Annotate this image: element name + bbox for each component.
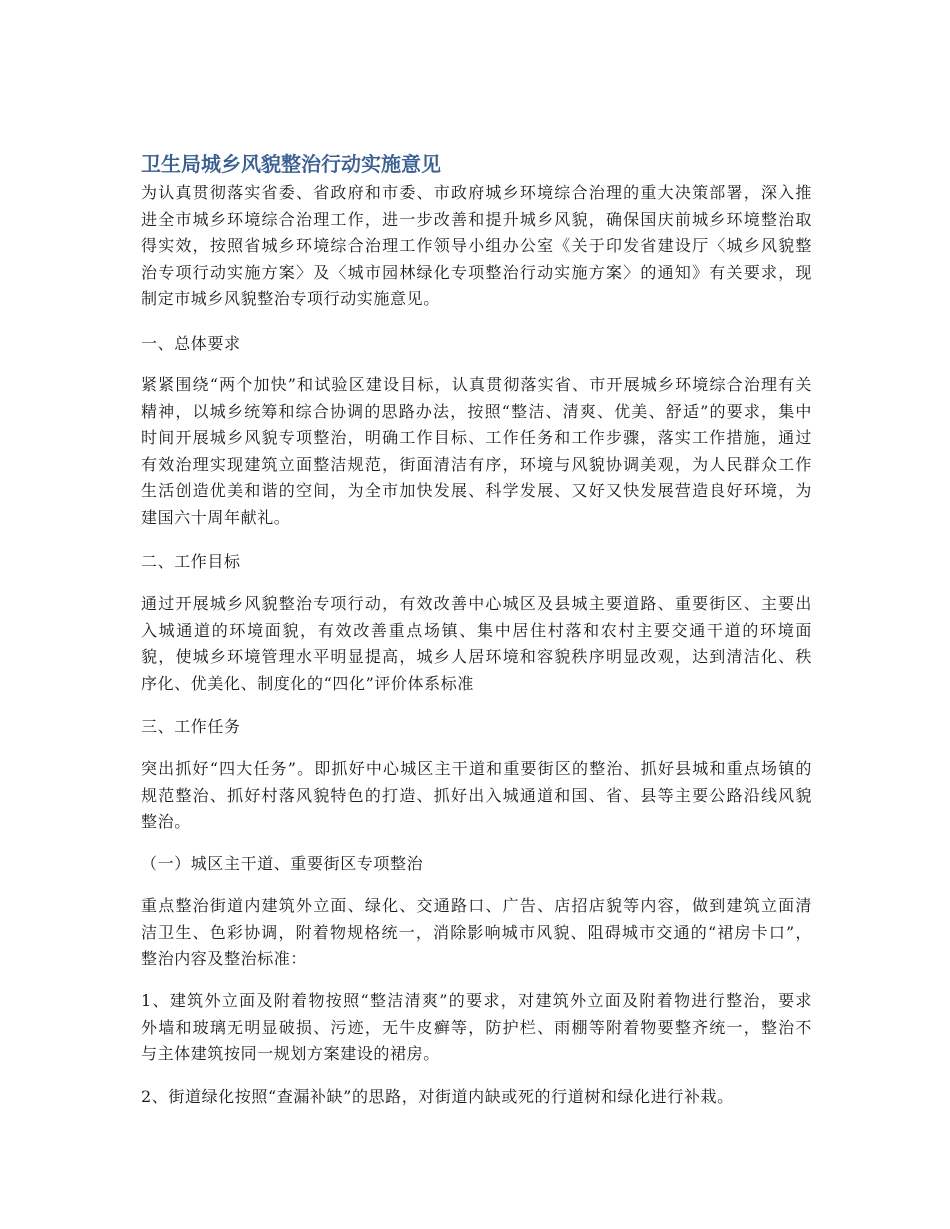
paragraph-4	[141, 893, 812, 973]
text-line: 治专项行动实施方案〉及〈城市园林绿化专项整治行动实施方案〉的通知》有关要求，现	[141, 262, 812, 282]
list-item-1	[141, 988, 812, 1068]
text-line: 生活创造优美和谐的空间，为全市加快发展、科学发展、又好又快发展营造良好环境，为	[141, 481, 812, 500]
text-line: 2、街道绿化按照“查漏补缺”的思路，对街道内缺或死的行道树和绿化进行补栽。	[141, 1087, 734, 1106]
text-line: 紧紧围绕“两个加快”和试验区建设目标，认真贯彻落实省、市开展城乡环境综合治理有关	[141, 375, 812, 394]
text-line: 重点整治街道内建筑外立面、绿化、交通路口、广告、店招店貌等内容，做到建筑立面清	[141, 896, 812, 915]
text-line: 规范整治、抓好村落风貌特色的打造、抓好出入城通道和国、省、县等主要公路沿线风貌	[141, 785, 812, 805]
text-line: 得实效，按照省城乡环境综合治理工作领导小组办公室《关于印发省建设厅〈城乡风貌整	[141, 236, 812, 255]
document-title: 卫生局城乡风貌整治行动实施意见	[141, 152, 441, 176]
heading-text: 一、总体要求	[141, 334, 241, 353]
text-line: 建国六十周年献礼。	[141, 507, 291, 527]
text-line: 貌，使城乡环境管理水平明显提高，城乡人居环境和容貌秩序明显改观，达到清洁化、秩	[141, 647, 812, 666]
heading-text: 三、工作任务	[141, 717, 241, 736]
text-line: 1、建筑外立面及附着物按照“整洁清爽”的要求，对建筑外立面及附着物进行整治，要求	[141, 991, 812, 1010]
list-item-2	[141, 1084, 812, 1111]
text-line: 外墙和玻璃无明显破损、污迹，无牛皮癣等，防护栏、雨棚等附着物要整齐统一，整治不	[141, 1017, 812, 1037]
intro-paragraph	[141, 180, 812, 313]
text-line: 整治。	[141, 812, 191, 831]
text-line: 有效治理实现建筑立面整洁规范，街面清洁有序，环境与风貌协调美观，为人民群众工作	[141, 454, 812, 474]
section-heading-3	[141, 714, 812, 741]
text-line: 洁卫生、色彩协调，附着物规格统一，消除影响城市风貌、阻碍城市交通的“裙房卡口”，	[141, 922, 812, 942]
paragraph-3	[141, 756, 812, 836]
text-line: 为认真贯彻落实省委、省政府和市委、市政府城乡环境综合治理的重大决策部署，深入推	[141, 183, 812, 202]
text-line: 入城通道的环境面貌，有效改善重点场镇、集中居住村落和农村主要交通干道的环境面	[141, 620, 812, 640]
text-line: 制定市城乡风貌整治专项行动实施意见。	[141, 289, 440, 308]
text-line: 与主体建筑按同一规划方案建设的裙房。	[141, 1044, 440, 1063]
heading-text: 二、工作目标	[141, 552, 241, 571]
text-line: 整治内容及整治标准：	[141, 949, 308, 968]
subheading-text: （一）城区主干道、重要街区专项整治	[141, 854, 424, 873]
text-line: 序化、优美化、制度化的“四化”评价体系标准	[141, 673, 474, 693]
text-line: 精神，以城乡统筹和综合协调的思路办法，按照“整洁、清爽、优美、舒适”的要求，集中	[141, 401, 812, 421]
text-line: 通过开展城乡风貌整治专项行动，有效改善中心城区及县城主要道路、重要街区、主要出	[141, 594, 812, 613]
text-line: 时间开展城乡风貌专项整治，明确工作目标、工作任务和工作步骤，落实工作措施，通过	[141, 428, 812, 447]
text-line: 突出抓好“四大任务”。即抓好中心城区主干道和重要街区的整治、抓好县城和重点场镇的	[141, 759, 812, 778]
text-line: 进全市城乡环境综合治理工作，进一步改善和提升城乡风貌，确保国庆前城乡环境整治取	[141, 209, 812, 229]
section-heading-1	[141, 331, 812, 358]
paragraph-2	[141, 591, 812, 697]
section-heading-2	[141, 549, 812, 576]
subheading-1	[141, 851, 812, 878]
paragraph-1	[141, 372, 812, 531]
